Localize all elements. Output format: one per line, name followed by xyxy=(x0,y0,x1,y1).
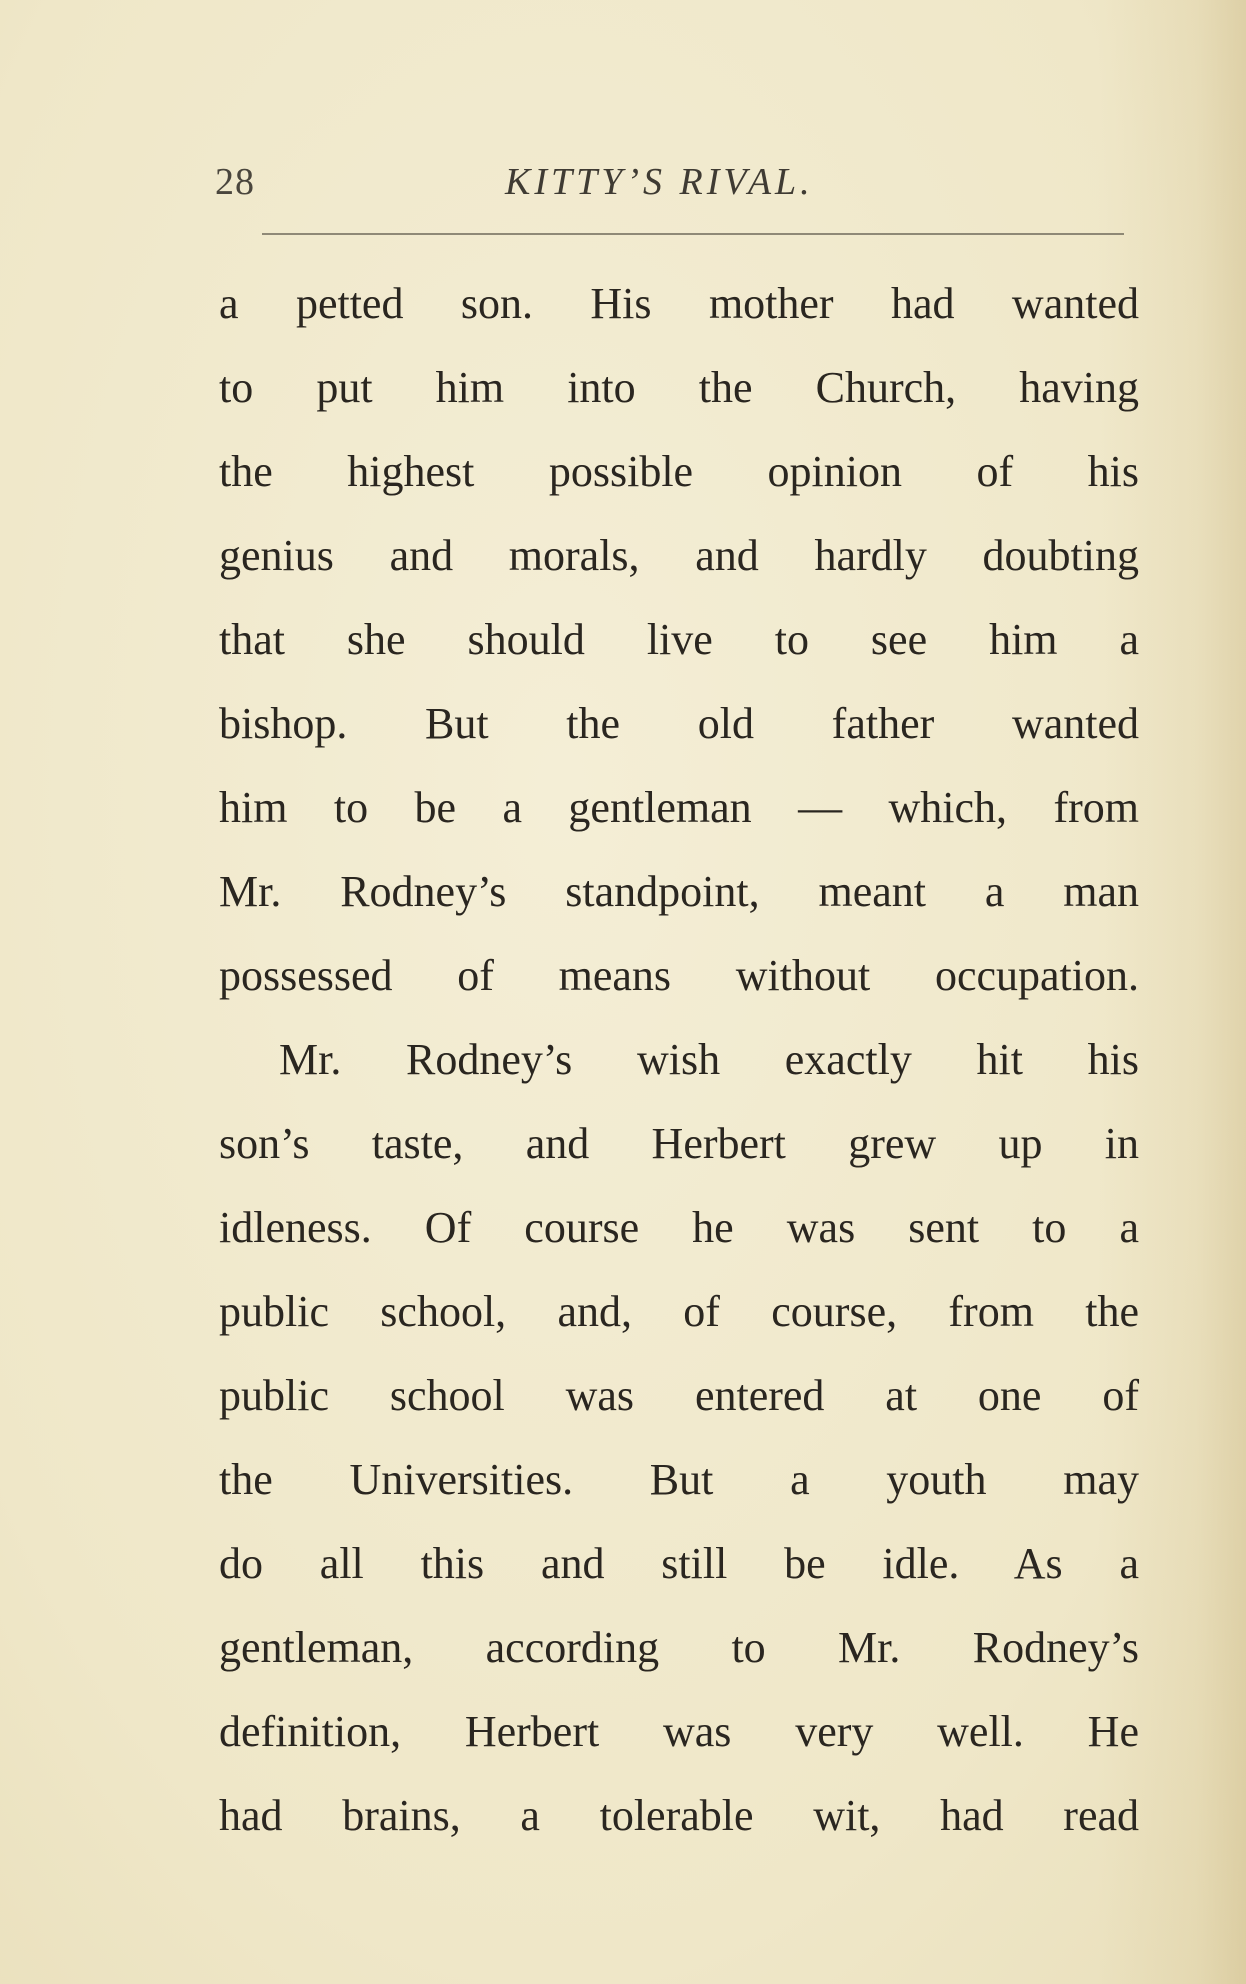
text-line: public school was entered at one of xyxy=(219,1371,1139,1420)
page-number: 28 xyxy=(215,161,255,203)
header-rule xyxy=(262,233,1124,235)
text-line: possessed of means without occupation. xyxy=(219,951,1139,1000)
text-line: that she should live to see him a xyxy=(219,615,1139,664)
text-line: definition, Herbert was very well. He xyxy=(219,1707,1139,1756)
text-line: bishop. But the old father wanted xyxy=(219,699,1139,748)
text-line: the highest possible opinion of his xyxy=(219,447,1139,496)
text-line: Mr. Rodney’s standpoint, meant a man xyxy=(219,867,1139,916)
text-line: do all this and still be idle. As a xyxy=(219,1539,1139,1588)
text-line-paragraph-start: Mr. Rodney’s wish exactly hit his xyxy=(279,1035,1139,1084)
text-line: a petted son. His mother had wanted xyxy=(219,279,1139,328)
text-line: idleness. Of course he was sent to a xyxy=(219,1203,1139,1252)
text-line: public school, and, of course, from the xyxy=(219,1287,1139,1336)
running-head xyxy=(215,160,1145,210)
text-line: son’s taste, and Herbert grew up in xyxy=(219,1119,1139,1168)
text-line: genius and morals, and hardly doubting xyxy=(219,531,1139,580)
text-line: the Universities. But a youth may xyxy=(219,1455,1139,1504)
text-line: him to be a gentleman — which, from xyxy=(219,783,1139,832)
text-line: to put him into the Church, having xyxy=(219,363,1139,412)
body-text xyxy=(219,270,1139,1866)
text-line: had brains, a tolerable wit, had read xyxy=(219,1791,1139,1840)
running-title: KITTY’S RIVAL. xyxy=(505,161,814,203)
text-line: gentleman, according to Mr. Rodney’s xyxy=(219,1623,1139,1672)
